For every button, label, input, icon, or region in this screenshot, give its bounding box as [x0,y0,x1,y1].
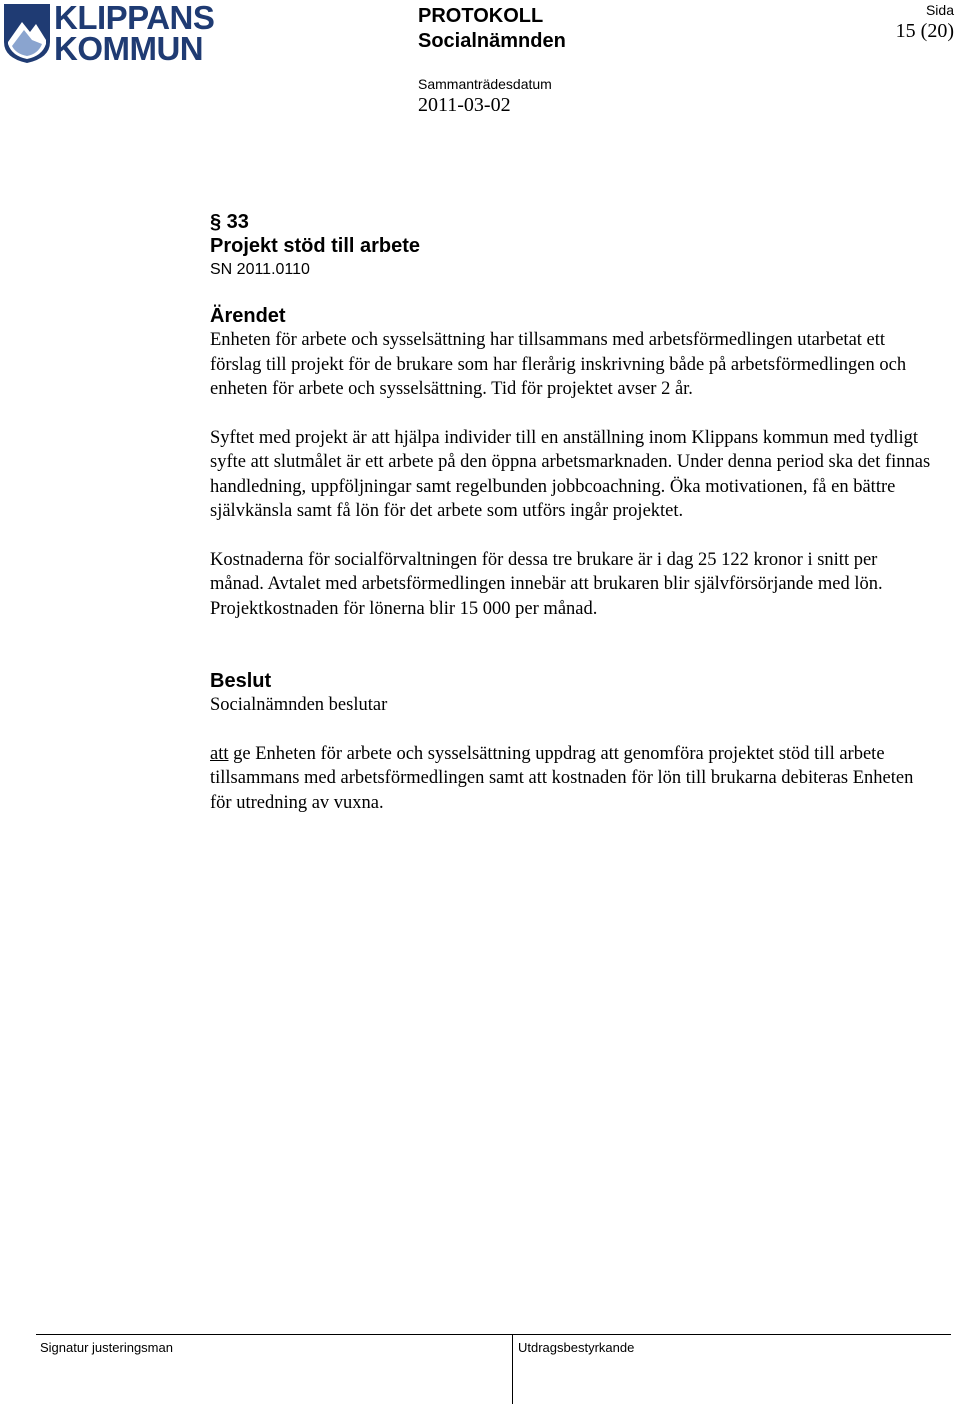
logo-line-2: KOMMUN [54,30,204,67]
extract-certification-label: Utdragsbestyrkande [518,1340,635,1355]
beslut-intro: Socialnämnden beslutar [210,695,388,715]
case-number: § 33 [210,211,249,233]
case-reference: SN 2011.0110 [210,261,310,278]
att-keyword: att [210,743,229,764]
committee-name: Socialnämnden [418,30,566,52]
arendet-paragraph-2: Syftet med projekt är att hjälpa individer till en anställning inom Klippans kommun med tydligt syfte att slutmålet är ett arbete på den öppna arbetsmarknaden. Under denna period ska det finnas handledning, uppföljningar samt regelbunden jobbcoachning. Öka motivationen, få en bättre självkänsla samt få lön för det arbete som utförs ingår projektet. [210,427,931,521]
page-label: Sida [925,2,954,18]
signature-label: Signatur justeringsman [40,1340,173,1355]
meeting-date-label: Sammanträdesdatum [418,76,552,92]
klippan-shield-icon [2,2,52,64]
footer-column-divider [512,1334,513,1404]
footer-divider [36,1334,951,1335]
decision-text: ge Enheten för arbete och sysselsättning uppdrag att genomföra projektet stöd till arbete tillsammans med arbetsförmedlingen samt att kostnaden för lön till brukarna debiteras Enheten för utredning av vuxna. [210,743,914,813]
document-type: PROTOKOLL [418,5,544,27]
beslut-decision [210,742,935,816]
arendet-paragraph-1: Enheten för arbete och sysselsättning har tillsammans med arbetsförmedlingen utarbetat ett förslag till projekt för de brukare som har flerårig inskrivning både på arbetsförmedlingen och enheten för arbete och sysselsättning. Tid för projektet avser 2 år. [210,330,907,399]
minutes-content [210,210,935,815]
section-heading-arendet: Ärendet [210,305,286,327]
case-title: Projekt stöd till arbete [210,235,421,257]
section-heading-beslut: Beslut [210,670,272,692]
page-number: 15 (20) [895,20,954,42]
municipality-logo [2,2,217,68]
logo-wordmark [54,0,215,67]
logo-line-1: KLIPPANS [54,0,215,36]
arendet-paragraph-3: Kostnaderna för socialförvaltningen för dessa tre brukare är i dag 25 122 kronor i snitt per månad. Avtalet med arbetsförmedlingen innebär att brukaren blir självförsörjande med lön. Projektkostnaden för lönerna blir 15 000 per månad. [210,549,883,619]
meeting-date: 2011-03-02 [418,94,511,116]
